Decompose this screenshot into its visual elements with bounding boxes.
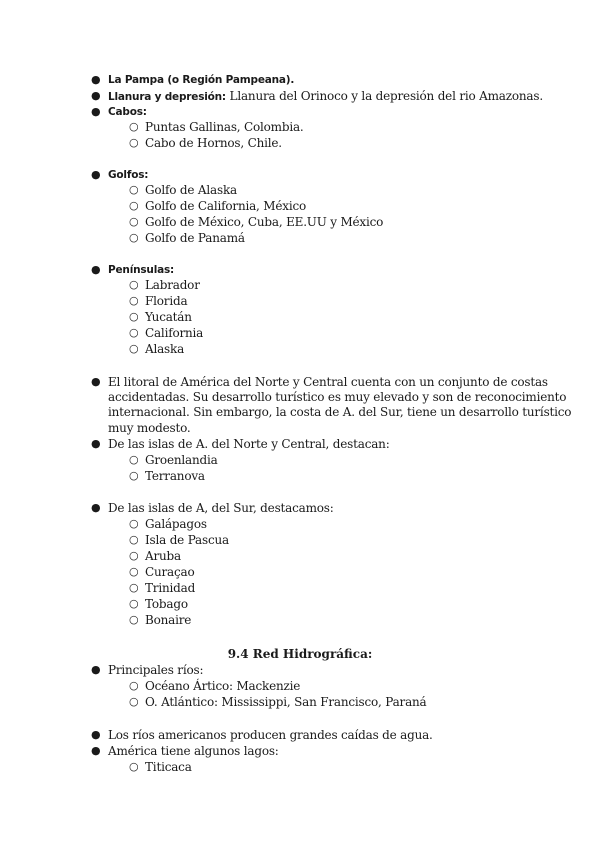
sub-bullet-icon: ○ — [129, 183, 139, 196]
list-item: Alaska — [145, 342, 185, 356]
list-item: Florida — [145, 294, 188, 308]
list-item: California — [145, 326, 204, 340]
sub-bullet-icon: ○ — [129, 453, 139, 466]
sub-bullet-icon: ○ — [129, 310, 139, 323]
list-item: Golfo de Panamá — [145, 231, 245, 245]
paragraph-line: muy modesto. — [108, 421, 191, 435]
list-item: Titicaca — [145, 760, 192, 774]
list-item: Golfo de Alaska — [145, 183, 237, 197]
paragraph-line: accidentadas. Su desarrollo turístico es muy elevado y son de reconocimiento — [108, 390, 567, 404]
list-item: Bonaire — [145, 613, 192, 627]
sub-bullet-icon: ○ — [129, 326, 139, 339]
item-peninsulas-label: Penínsulas: — [108, 264, 175, 276]
paragraph-line: internacional. Sin embargo, la costa de A. del Sur, tiene un desarrollo turístico — [108, 405, 572, 419]
list-item: Isla de Pascua — [145, 533, 229, 547]
bullet-icon: ● — [91, 89, 101, 102]
sub-bullet-icon: ○ — [129, 278, 139, 291]
list-item: Yucatán — [145, 310, 192, 324]
section-heading: 9.4 Red Hidrográfica: — [227, 647, 373, 661]
list-item: Galápagos — [145, 517, 207, 531]
list-item: Tobago — [145, 597, 188, 611]
sub-bullet-icon: ○ — [129, 760, 139, 773]
list-item: Aruba — [145, 549, 181, 563]
sub-bullet-icon: ○ — [129, 679, 139, 692]
bullet-icon: ● — [91, 168, 101, 181]
list-item: Cabo de Hornos, Chile. — [145, 136, 282, 150]
list-item: Groenlandia — [145, 453, 218, 467]
list-item: Trinidad — [145, 581, 196, 595]
bullet-icon: ● — [91, 728, 101, 741]
sub-bullet-icon: ○ — [129, 294, 139, 307]
list-item: Curaçao — [145, 565, 195, 579]
item-caidas: Los ríos americanos producen grandes caídas de agua. — [108, 728, 433, 742]
sub-bullet-icon: ○ — [129, 613, 139, 626]
sub-bullet-icon: ○ — [129, 565, 139, 578]
bullet-icon: ● — [91, 375, 101, 388]
sub-bullet-icon: ○ — [129, 581, 139, 594]
sub-bullet-icon: ○ — [129, 199, 139, 212]
item-rios: Principales ríos: — [108, 663, 204, 677]
sub-bullet-icon: ○ — [129, 469, 139, 482]
item-llanura-label: Llanura y depresión: — [108, 91, 226, 103]
bullet-icon: ● — [91, 263, 101, 276]
bullet-icon: ● — [91, 73, 101, 86]
list-item: Golfo de California, México — [145, 199, 307, 213]
item-llanura-text: Llanura del Orinoco y la depresión del rio Amazonas. — [225, 89, 543, 103]
bullet-icon: ● — [91, 501, 101, 514]
sub-bullet-icon: ○ — [129, 695, 139, 708]
item-golfos-label: Golfos: — [108, 169, 149, 181]
sub-bullet-icon: ○ — [129, 517, 139, 530]
sub-bullet-icon: ○ — [129, 342, 139, 355]
sub-bullet-icon: ○ — [129, 533, 139, 546]
item-islas-sur: De las islas de A, del Sur, destacamos: — [108, 501, 334, 515]
item-llanura — [108, 88, 543, 105]
list-item: Terranova — [145, 469, 205, 483]
item-lagos: América tiene algunos lagos: — [108, 744, 279, 758]
sub-bullet-icon: ○ — [129, 597, 139, 610]
item-cabos-label: Cabos: — [108, 106, 147, 118]
list-item: Golfo de México, Cuba, EE.UU y México — [145, 215, 384, 229]
list-item: Océano Ártico: Mackenzie — [145, 679, 301, 693]
paragraph-line: El litoral de América del Norte y Central cuenta con un conjunto de costas — [108, 375, 548, 389]
bullet-icon: ● — [91, 105, 101, 118]
sub-bullet-icon: ○ — [129, 549, 139, 562]
list-item: Puntas Gallinas, Colombia. — [145, 120, 304, 134]
bullet-icon: ● — [91, 437, 101, 450]
sub-bullet-icon: ○ — [129, 215, 139, 228]
sub-bullet-icon: ○ — [129, 136, 139, 149]
sub-bullet-icon: ○ — [129, 120, 139, 133]
item-islas-norte: De las islas de A. del Norte y Central, destacan: — [108, 437, 390, 451]
bullet-icon: ● — [91, 744, 101, 757]
list-item: O. Atlántico: Mississippi, San Francisco, Paraná — [145, 695, 427, 709]
list-item: Labrador — [145, 278, 200, 292]
bullet-icon: ● — [91, 663, 101, 676]
item-pampa: La Pampa (o Región Pampeana). — [108, 74, 295, 86]
sub-bullet-icon: ○ — [129, 231, 139, 244]
